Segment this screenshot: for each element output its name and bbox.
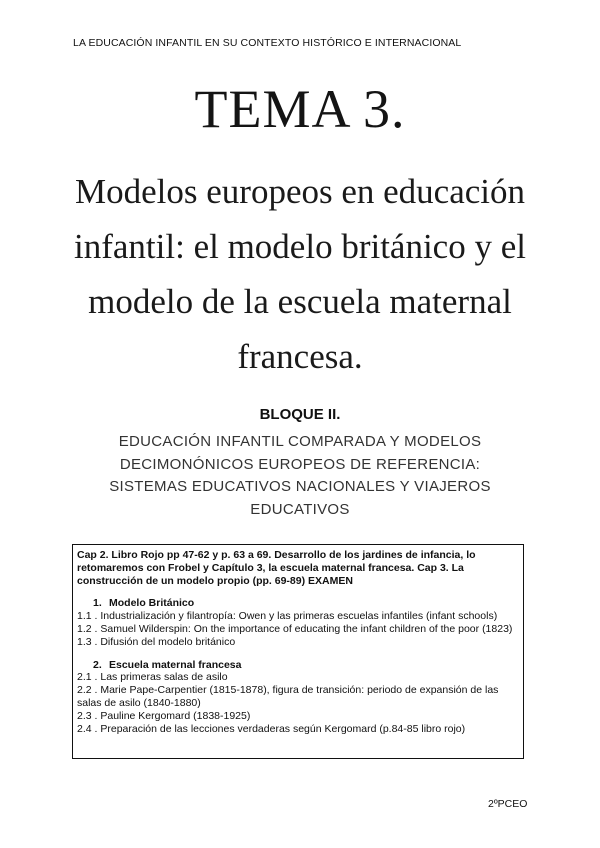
section-number: 1. (93, 597, 102, 610)
section-heading-text: Escuela maternal francesa (109, 658, 242, 671)
bloque-description: EDUCACIÓN INFANTIL COMPARADA Y MODELOS DECIMONÓNICOS EUROPEOS DE REFERENCIA: SISTEMAS EDUCATIVOS NACIONALES Y VIAJEROS EDUCATIVOS (109, 433, 491, 518)
list-item: 2.2 . Marie Pape-Carpentier (1815-1878), figura de transición: periodo de expansión de las salas de asilo (1840-1880) (77, 684, 499, 709)
section-number: 2. (93, 658, 102, 671)
bloque-label: BLOQUE II. (259, 406, 341, 423)
section-heading (93, 597, 519, 610)
list-item: 2.4 . Preparación de las lecciones verdaderas según Kergomard (p.84-85 libro rojo) (77, 722, 466, 735)
list-item: 2.3 . Pauline Kergomard (1838-1925) (77, 709, 251, 722)
list-item: 1.3 . Difusión del modelo británico (77, 635, 236, 648)
section-heading-text: Modelo Británico (109, 597, 195, 610)
list-item: 1.2 . Samuel Wilderspin: On the importance of educating the infant children of the poor (1823) (77, 622, 513, 635)
syllabus-intro: Cap 2. Libro Rojo pp 47-62 y p. 63 a 69. Desarrollo de los jardines de infancia, lo retomaremos con Frobel y Capítulo 3, la escuela maternal francesa. Cap 3. La construcción de un modelo propio (pp. 69-89) EXAMEN (77, 549, 476, 587)
running-header: LA EDUCACIÓN INFANTIL EN SU CONTEXTO HISTÓRICO E INTERNACIONAL (73, 37, 462, 49)
section-modelo-britanico (77, 597, 519, 648)
list-item: 2.1 . Las primeras salas de asilo (77, 671, 228, 684)
page-footer: 2ºPCEO (488, 798, 528, 810)
section-escuela-maternal (77, 659, 519, 736)
page-title: TEMA 3. (194, 79, 406, 139)
section-heading (93, 659, 519, 672)
page-subtitle: Modelos europeos en educación infantil: el modelo británico y el modelo de la escuela maternal francesa. (74, 172, 526, 376)
syllabus-box (72, 544, 524, 759)
list-item: 1.1 . Industrialización y filantropía: Owen y las primeras escuelas infantiles (infant schools) (77, 610, 498, 623)
